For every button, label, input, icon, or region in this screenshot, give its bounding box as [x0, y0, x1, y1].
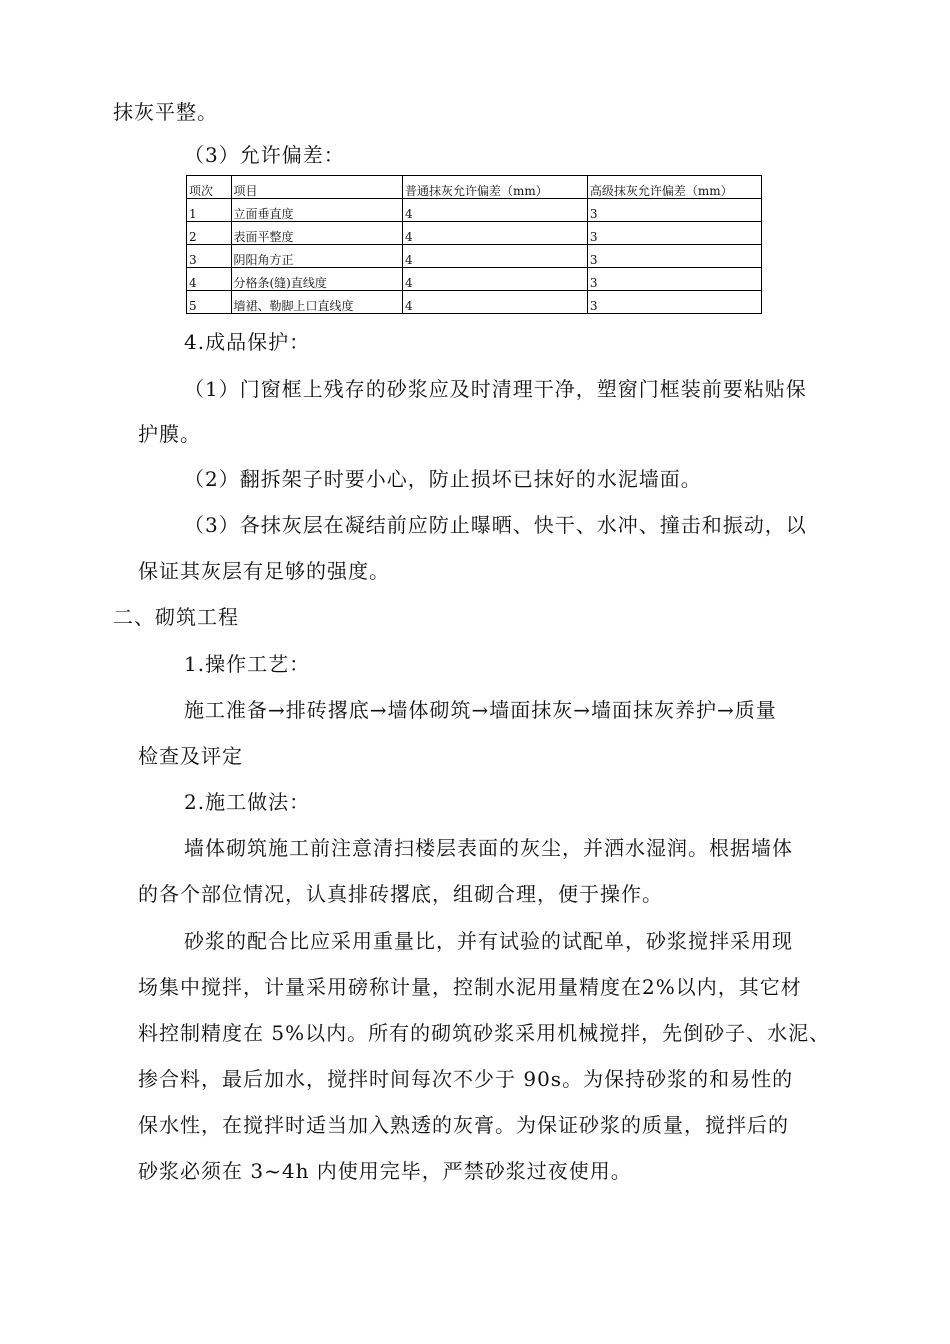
table-cell: 表面平整度 — [231, 222, 403, 245]
table-cell: 4 — [403, 245, 588, 268]
table-cell: 3 — [587, 199, 761, 222]
paragraph-text: 墙体砌筑施工前注意清扫楼层表面的灰尘，并洒水湿润。根据墙体 — [184, 836, 793, 860]
table-row — [187, 268, 762, 291]
table-row — [187, 245, 762, 268]
table-row — [187, 222, 762, 245]
paragraph-text: 施工准备→排砖撂底→墙体砌筑→墙面抹灰→墙面抹灰养护→质量 — [184, 698, 777, 722]
paragraph-text: 保证其灰层有足够的强度。 — [138, 559, 390, 583]
section-heading: （3）允许偏差： — [184, 143, 345, 167]
paragraph-text: （3）各抹灰层在凝结前应防止曝晒、快干、水冲、撞击和振动，以 — [184, 513, 807, 537]
table-cell: 2 — [187, 222, 232, 245]
table-cell: 阴阳角方正 — [231, 245, 403, 268]
header-cell: 项次 — [187, 176, 232, 199]
table-cell: 3 — [587, 245, 761, 268]
paragraph-text: 抹灰平整。 — [113, 100, 218, 124]
section-heading: 二、砌筑工程 — [113, 605, 239, 629]
table-cell: 5 — [187, 291, 232, 314]
header-cell: 项目 — [231, 176, 403, 199]
paragraph-text: 保水性，在搅拌时适当加入熟透的灰膏。为保证砂浆的质量，搅拌后的 — [138, 1113, 789, 1137]
paragraph-text: 护膜。 — [138, 422, 201, 446]
table-cell: 4 — [403, 291, 588, 314]
paragraph-text: 掺合料，最后加水，搅拌时间每次不少于 90s。为保持砂浆的和易性的 — [138, 1067, 794, 1091]
paragraph-text: （1）门窗框上残存的砂浆应及时清理干净，塑窗门框装前要粘贴保 — [184, 377, 807, 401]
table-cell: 立面垂直度 — [231, 199, 403, 222]
paragraph-text: 场集中搅拌，计量采用磅称计量，控制水泥用量精度在2%以内，其它材 — [138, 975, 802, 999]
paragraph-text: 砂浆必须在 3~4h 内使用完毕，严禁砂浆过夜使用。 — [138, 1159, 632, 1183]
paragraph-text: 检查及评定 — [138, 744, 243, 768]
paragraph-text: 的各个部位情况，认真排砖撂底，组砌合理，便于操作。 — [138, 882, 663, 906]
header-cell: 普通抹灰允许偏差（mm） — [403, 176, 588, 199]
table-cell: 1 — [187, 199, 232, 222]
paragraph-text: 料控制精度在 5%以内。所有的砌筑砂浆采用机械搅拌，先倒砂子、水泥、 — [138, 1021, 831, 1045]
table-row — [187, 199, 762, 222]
section-heading: 1.操作工艺： — [184, 652, 311, 676]
table-cell: 4 — [403, 268, 588, 291]
table-cell: 3 — [187, 245, 232, 268]
table-cell: 4 — [403, 222, 588, 245]
table-cell: 分格条(缝)直线度 — [231, 268, 403, 291]
table-row — [187, 291, 762, 314]
table-cell: 3 — [587, 291, 761, 314]
table-cell: 3 — [587, 222, 761, 245]
table-cell: 4 — [187, 268, 232, 291]
section-heading: 4.成品保护： — [184, 330, 311, 354]
table-cell: 墙裙、勒脚上口直线度 — [231, 291, 403, 314]
header-cell: 高级抹灰允许偏差（mm） — [587, 176, 761, 199]
section-heading: 2.施工做法： — [184, 790, 311, 814]
table-cell: 3 — [587, 268, 761, 291]
table-cell: 4 — [403, 199, 588, 222]
paragraph-text: （2）翻拆架子时要小心，防止损坏已抹好的水泥墙面。 — [184, 467, 702, 491]
table-header-row — [187, 176, 762, 199]
allowable-deviation-table — [186, 175, 762, 314]
paragraph-text: 砂浆的配合比应采用重量比，并有试验的试配单，砂浆搅拌采用现 — [184, 929, 793, 953]
